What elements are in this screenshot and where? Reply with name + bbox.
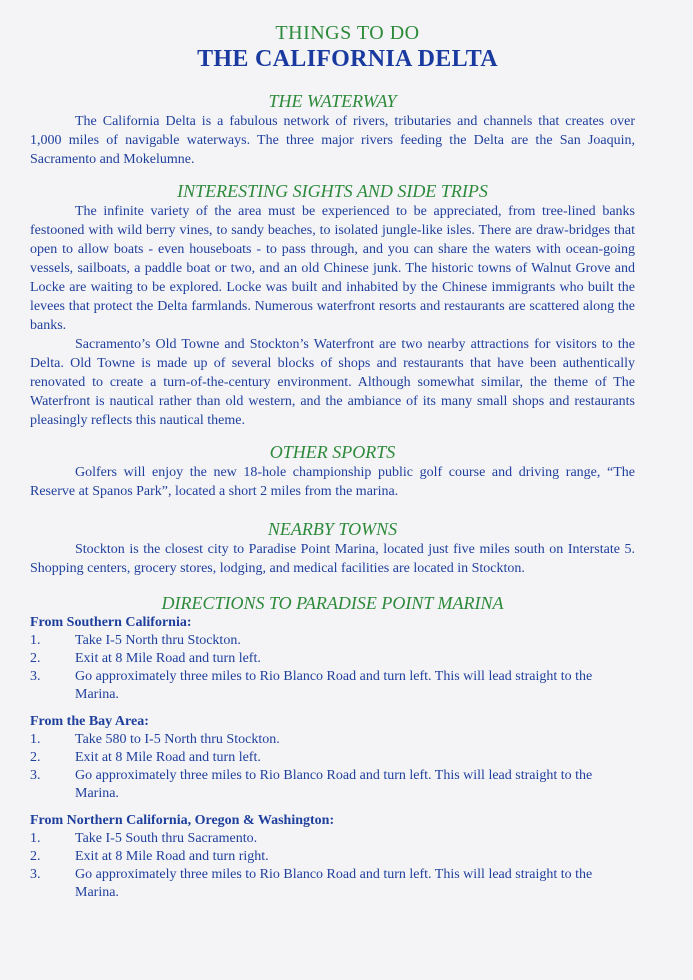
directions-group-title: From Northern California, Oregon & Washington:	[30, 813, 335, 828]
step-text: Go approximately three miles to Rio Blanco Road and turn left. This will lead straight to the Marina.	[75, 669, 593, 702]
step-number: 3.	[30, 768, 41, 783]
step-text: Exit at 8 Mile Road and turn left.	[75, 750, 261, 765]
direction-step	[30, 632, 635, 650]
direction-step	[30, 731, 635, 749]
step-text: Take I-5 South thru Sacramento.	[75, 831, 258, 846]
sights-heading: INTERESTING SIGHTS AND SIDE TRIPS	[177, 181, 488, 201]
towns-heading: NEARBY TOWNS	[267, 519, 398, 539]
direction-step	[30, 830, 635, 848]
directions-steps	[30, 830, 635, 902]
direction-step	[30, 668, 635, 704]
directions-group-title: From the Bay Area:	[30, 714, 149, 729]
header-subtitle: THINGS TO DO	[275, 22, 420, 44]
direction-step	[30, 650, 635, 668]
header-title: THE CALIFORNIA DELTA	[197, 46, 498, 72]
step-text: Take 580 to I-5 North thru Stockton.	[75, 732, 280, 747]
step-number: 3.	[30, 867, 41, 882]
step-text: Exit at 8 Mile Road and turn left.	[75, 651, 261, 666]
step-number: 2.	[30, 750, 41, 765]
directions-steps	[30, 632, 635, 704]
sports-text: Golfers will enjoy the new 18-hole championship public golf course and driving range, “The Reserve at Spanos Park”, located a short 2 miles from the marina.	[30, 465, 635, 499]
direction-step	[30, 848, 635, 866]
step-text: Exit at 8 Mile Road and turn right.	[75, 849, 269, 864]
sights-paragraph: The infinite variety of the area must be experienced to be appreciated, from tree-lined banks festooned with wild berry vines, to sandy beaches, to isolated jungle-like isles. There are draw-bridges that open to allow boats - even houseboats - to pass through, and you can share the waters with ocean-going vessels, sailboats, a paddle boat or two, and an old Chinese junk. The historic towns of Walnut Grove and Locke are waiting to be explored. Locke was built and inhabited by the Chinese immigrants who built the levees that protect the Delta farmlands. Numerous waterfront resorts and restaurants are scattered along the banks.	[30, 204, 635, 333]
directions-heading: DIRECTIONS TO PARADISE POINT MARINA	[161, 593, 504, 613]
towns-text: Stockton is the closest city to Paradise Point Marina, located just five miles south on Interstate 5. Shopping centers, grocery stores, lodging, and medical facilities are located in Stockton.	[30, 542, 635, 576]
direction-step	[30, 767, 635, 803]
waterway-heading: THE WATERWAY	[268, 91, 397, 111]
step-number: 1.	[30, 831, 41, 846]
document-header	[60, 22, 635, 74]
directions-group-title: From Southern California:	[30, 615, 192, 630]
step-text: Go approximately three miles to Rio Blanco Road and turn left. This will lead straight to the Marina.	[75, 768, 593, 801]
step-text: Take I-5 North thru Stockton.	[75, 633, 241, 648]
direction-step	[30, 749, 635, 767]
section-sights	[30, 180, 635, 430]
section-sports	[30, 441, 635, 501]
directions-group	[30, 614, 635, 704]
sports-heading: OTHER SPORTS	[269, 442, 396, 462]
step-text: Go approximately three miles to Rio Blanco Road and turn left. This will lead straight to the Marina.	[75, 867, 593, 900]
section-waterway	[30, 90, 635, 169]
section-directions	[30, 592, 635, 902]
step-number: 2.	[30, 651, 41, 666]
directions-group	[30, 713, 635, 803]
step-number: 3.	[30, 669, 41, 684]
direction-step	[30, 866, 635, 902]
sights-paragraph: Sacramento’s Old Towne and Stockton’s Waterfront are two nearby attractions for visitors to the Delta. Old Towne is made up of several blocks of shops and restaurants that have been authentically renovated to create a turn-of-the-century environment. Although somewhat similar, the theme of The Waterfront is nautical rather than old western, and the ambiance of its many small shops and restaurants pleasingly reflects this nautical theme.	[30, 337, 635, 428]
waterway-text: The California Delta is a fabulous network of rivers, tributaries and channels that creates over 1,000 miles of navigable waterways. The three major rivers feeding the Delta are the San Joaquin, Sacramento and Mokelumne.	[30, 114, 635, 167]
directions-steps	[30, 731, 635, 803]
directions-group	[30, 812, 635, 902]
step-number: 1.	[30, 633, 41, 648]
step-number: 2.	[30, 849, 41, 864]
step-number: 1.	[30, 732, 41, 747]
section-towns	[30, 518, 635, 578]
